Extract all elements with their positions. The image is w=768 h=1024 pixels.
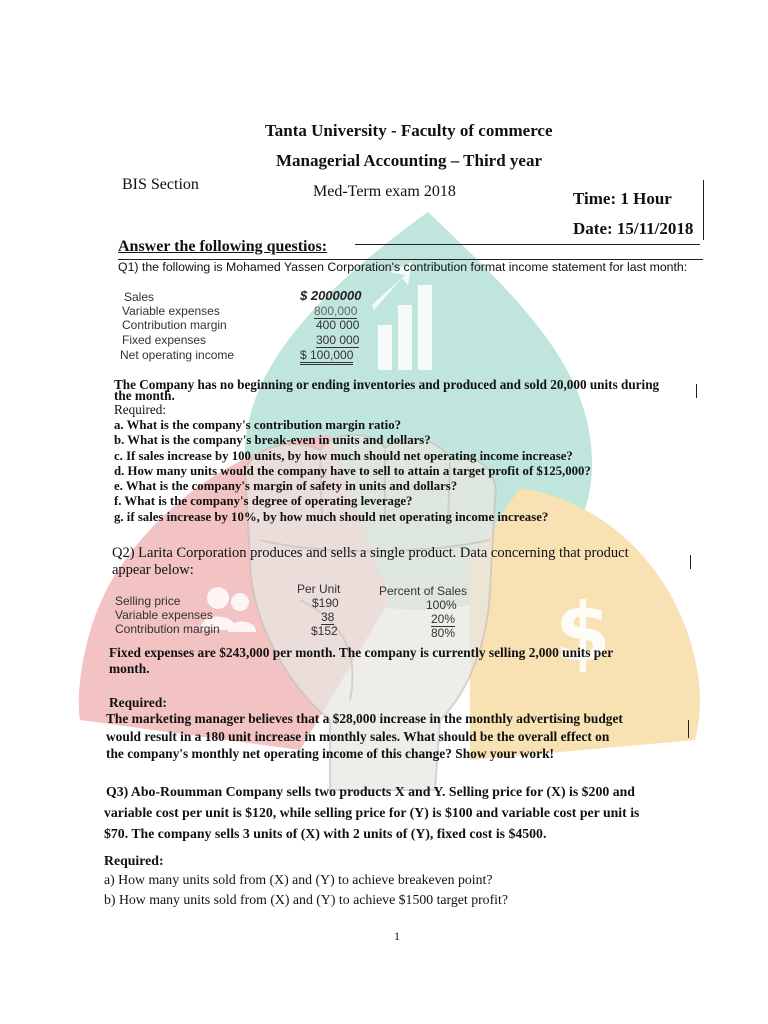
statement-amount: 400 000 [316,318,360,332]
statement-amount: 800,000 [314,304,358,318]
q1-paragraph-line: The Company has no beginning or ending inventories and produced and sold 20,000 units during [114,377,660,392]
q3-line: Q3) Abo-Roumman Company sells two products X and Y. Selling price for (X) is $200 and [106,784,635,799]
statement-amount: $ 2000000 [300,288,362,303]
q2-table [115,580,515,640]
q2-intro-line: appear below: [112,562,194,578]
q1-question-item: b. What is the company's break-even in units and dollars? [114,433,431,448]
q2-fixed-line: month. [109,661,150,676]
q2-row-label: Contribution margin [115,622,220,636]
dollar-icon: $ [555,586,611,679]
course-title: Managerial Accounting – Third year [276,151,543,170]
statement-amount: 300 000 [316,333,360,347]
q2-text-line: the company's monthly net operating income of this change? Show your work! [106,746,554,761]
exam-title: Med-Term exam 2018 [313,183,456,200]
section-label: BIS Section [122,176,199,193]
q3-required-label: Required: [104,853,164,868]
q2-col-header: Percent of Sales [379,584,468,598]
page-number: 1 [394,929,400,943]
q1-question-item: d. How many units would the company have to sell to attain a target profit of $125,000? [114,463,591,478]
statement-label: Sales [124,290,155,304]
q1-required-label: Required: [114,402,167,417]
statement-label: Variable expenses [122,304,220,318]
header-rule-1 [355,244,700,245]
q1-question-list [114,418,591,525]
q2-per-unit: $152 [311,624,338,638]
q1-intro: Q1) the following is Mohamed Yassen Corporation's contribution format income statement for last month: [118,260,688,274]
q1-question-item: g. if sales increase by 10%, by how much should net operating income increase? [114,509,549,524]
date-label: Date: 15/11/2018 [573,219,694,238]
instructions-heading: Answer the following questios: [118,238,328,255]
time-label: Time: 1 Hour [573,189,672,208]
q2-percent: 100% [426,598,457,612]
q2-percent: 20% [431,612,456,626]
q2-required-label: Required: [109,695,167,710]
q1-question-item: e. What is the company's margin of safety in units and dollars? [114,479,458,494]
q2-text-line: would result in a 180 unit increase in monthly sales. What should be the overall effect on [106,729,610,744]
margin-mark [690,555,691,569]
q2-col-header: Per Unit [297,582,341,596]
statement-label: Net operating income [120,348,235,362]
margin-mark [688,720,689,738]
q2-row-label: Variable expenses [115,608,213,622]
statement-amount: $ 100,000 [300,348,353,365]
q3-question-item: a) How many units sold from (X) and (Y) to achieve breakeven point? [104,872,493,887]
q2-row-label: Selling price [115,594,181,608]
q2-per-unit: 38 [321,610,335,624]
university-title: Tanta University - Faculty of commerce [265,121,553,140]
statement-label: Fixed expenses [122,333,207,347]
q1-question-item: c. If sales increase by 100 units, by how much should net operating income increase? [114,448,573,463]
q2-percent: 80% [431,626,456,640]
q2-intro-line: Q2) Larita Corporation produces and sells a single product. Data concerning that product [112,545,629,561]
statement-label: Contribution margin [122,318,227,332]
q3-line: $70. The company sells 3 units of (X) with 2 units of (Y), fixed cost is $4500. [104,826,547,841]
q1-question-item: f. What is the company's degree of operating leverage? [114,494,413,509]
q2-text-line: The marketing manager believes that a $28,000 increase in the monthly advertising budget [106,711,623,726]
q3-line: variable cost per unit is $120, while selling price for (Y) is $100 and variable cost per unit is [104,805,640,820]
q1-paragraph-line: the month. [114,388,175,403]
q1-question-item: a. What is the company's contribution margin ratio? [114,418,401,432]
q2-per-unit: $190 [312,596,339,610]
q3-question-item: b) How many units sold from (X) and (Y) to achieve $1500 target profit? [104,892,508,907]
q2-fixed-line: Fixed expenses are $243,000 per month. The company is currently selling 2,000 units per [109,645,614,660]
margin-mark [696,384,697,398]
header-vertical-rule [703,180,704,240]
